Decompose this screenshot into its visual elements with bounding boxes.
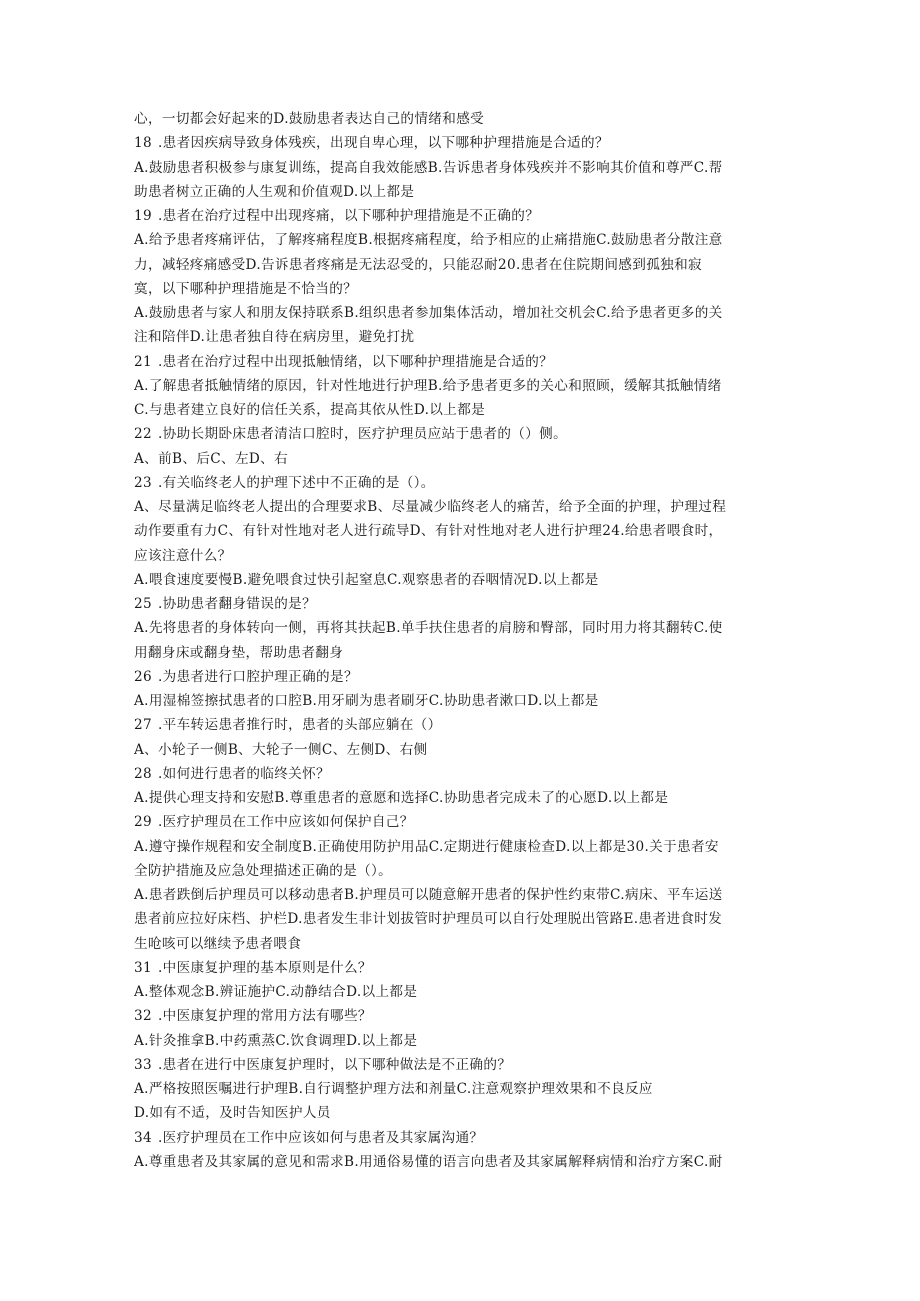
question-text: .协助患者翻身错误的是？ xyxy=(158,596,317,612)
question-number: 28 xyxy=(134,765,152,782)
question-text: .患者因疾病导致身体残疾，出现自卑心理，以下哪种护理措施是合适的？ xyxy=(158,135,609,152)
text-line: 注和陪伴D.让患者独自待在病房里，避免打扰 xyxy=(134,329,415,346)
text-line: 动作要重有力C、有针对性地对老人进行疏导D、有针对性地对老人进行护理24.给患者喂食时， xyxy=(134,523,723,540)
question-text: .患者在进行中医康复护理时，以下哪种做法是不正确的？ xyxy=(158,1056,512,1073)
text-line: A、前B、后C、左D、右 xyxy=(134,450,289,467)
text-line: 寞，以下哪种护理措施是不恰当的？ xyxy=(134,280,358,297)
question-text: .平车转运患者推行时，患者的头部应躺在（） xyxy=(158,717,442,734)
question-line xyxy=(134,1004,784,1028)
question-number: 21 xyxy=(134,353,152,370)
text-line: 力，减轻疼痛感受D.告诉患者疼痛是无法忍受的，只能忍耐20.患者在住院期间感到孤独和寂 xyxy=(134,256,702,273)
question-line xyxy=(134,1126,784,1150)
text-line: 患者前应拉好床档、护栏D.患者发生非计划拔管时护理员可以自行处理脱出管路E.患者进食时发 xyxy=(134,911,723,928)
text-line: A.患者跌倒后护理员可以移动患者B.护理员可以随意解开患者的保护性约束带C.病床、平车运送 xyxy=(134,887,723,903)
text-line: 应该注意什么？ xyxy=(134,547,232,564)
question-line xyxy=(134,131,784,155)
question-number: 19 xyxy=(134,208,152,224)
question-number: 33 xyxy=(134,1056,152,1073)
text-line: A.鼓励患者积极参与康复训练，提高自我效能感B.告诉患者身体残疾并不影响其价值和尊严C.帮 xyxy=(134,159,723,176)
text-line: C.与患者建立良好的信任关系，提高其依从性D.以上都是 xyxy=(134,402,486,418)
question-text: .协助长期卧床患者清洁口腔时，医疗护理员应站于患者的（）侧。 xyxy=(158,426,568,443)
question-line xyxy=(134,422,784,446)
question-text: .如何进行患者的临终关怀？ xyxy=(158,765,330,782)
question-number: 18 xyxy=(134,135,152,152)
text-line: A.喂食速度要慢B.避免喂食过快引起窒息C.观察患者的吞咽情况D.以上都是 xyxy=(134,571,599,588)
text-line: 用翻身床或翻身垫，帮助患者翻身 xyxy=(134,644,344,661)
text-line: A、小轮子一侧B、大轮子一侧C、左侧D、右侧 xyxy=(134,741,428,758)
question-text: .医疗护理员在工作中应该如何保护自己？ xyxy=(158,814,414,831)
question-line xyxy=(134,204,784,228)
question-text: .有关临终老人的护理下述中不正确的是（）。 xyxy=(158,474,435,491)
question-text: .中医康复护理的常用方法有哪些？ xyxy=(158,1008,372,1025)
question-line xyxy=(134,810,784,834)
question-number: 25 xyxy=(134,596,152,612)
text-line: A.鼓励患者与家人和朋友保持联系B.组织患者参加集体活动，增加社交机会C.给予患者更多的关 xyxy=(134,305,723,321)
question-line xyxy=(134,762,784,786)
text-line: A.了解患者抵触情绪的原因，针对性地进行护理B.给予患者更多的关心和照顾，缓解其抵触情绪 xyxy=(134,377,722,394)
question-number: 23 xyxy=(134,474,152,491)
question-line xyxy=(134,350,784,374)
text-line: D.如有不适，及时告知医护人员 xyxy=(134,1105,331,1122)
text-line: 全防护措施及应急处理描述正确的是（）。 xyxy=(134,862,393,879)
question-number: 22 xyxy=(134,426,152,443)
question-number: 29 xyxy=(134,814,152,831)
question-text: .医疗护理员在工作中应该如何与患者及其家属沟通？ xyxy=(158,1129,484,1146)
text-line: 助患者树立正确的人生观和价值观D.以上都是 xyxy=(134,183,415,200)
text-line: A、尽量满足临终老人提出的合理要求B、尽量减少临终老人的痛苦，给予全面的护理，护理过程 xyxy=(134,499,727,515)
text-line: A.尊重患者及其家属的意见和需求B.用通俗易懂的语言向患者及其家属解释病情和治疗方案C.耐 xyxy=(134,1153,723,1170)
text-line: A.严格按照医嘱进行护理B.自行调整护理方法和剂量C.注意观察护理效果和不良反应 xyxy=(134,1081,653,1097)
question-line xyxy=(134,1053,784,1077)
question-text-body xyxy=(134,107,784,1174)
question-number: 32 xyxy=(134,1008,152,1025)
text-line: A.给予患者疼痛评估，了解疼痛程度B.根据疼痛程度，给予相应的止痛措施C.鼓励患者分散注意 xyxy=(134,232,723,249)
question-line xyxy=(134,713,784,737)
text-line: 心，一切都会好起来的D.鼓励患者表达自己的情绪和感受 xyxy=(134,111,485,127)
text-line: A.先将患者的身体转向一侧，再将其扶起B.单手扶住患者的肩膀和臀部，同时用力将其翻转C.使 xyxy=(134,620,723,637)
question-text: .患者在治疗过程中出现疼痛，以下哪种护理措施是不正确的？ xyxy=(158,208,540,224)
text-line: A.遵守操作规程和安全制度B.正确使用防护用品C.定期进行健康检查D.以上都是30.关于患者安 xyxy=(134,838,719,855)
question-number: 31 xyxy=(134,959,152,976)
question-line xyxy=(134,592,784,616)
text-line: A.提供心理支持和安慰B.尊重患者的意愿和选择C.协助患者完成未了的心愿D.以上都是 xyxy=(134,790,669,806)
question-line xyxy=(134,665,784,689)
text-line: 生呛咳可以继续予患者喂食 xyxy=(134,935,302,952)
question-text: .中医康复护理的基本原则是什么？ xyxy=(158,959,372,976)
text-line: A.整体观念B.辨证施护C.动静结合D.以上都是 xyxy=(134,984,418,1000)
question-number: 26 xyxy=(134,668,152,685)
question-text: .为患者进行口腔护理正确的是？ xyxy=(158,668,358,685)
question-number: 34 xyxy=(134,1129,152,1146)
question-line xyxy=(134,956,784,980)
question-line xyxy=(134,471,784,495)
question-text: .患者在治疗过程中出现抵触情绪，以下哪种护理措施是合适的？ xyxy=(158,353,554,370)
text-line: A.针灸推拿B.中药熏蒸C.饮食调理D.以上都是 xyxy=(134,1032,418,1049)
question-number: 27 xyxy=(134,717,152,734)
text-line: A.用湿棉签擦拭患者的口腔B.用牙刷为患者刷牙C.协助患者漱口D.以上都是 xyxy=(134,693,599,709)
